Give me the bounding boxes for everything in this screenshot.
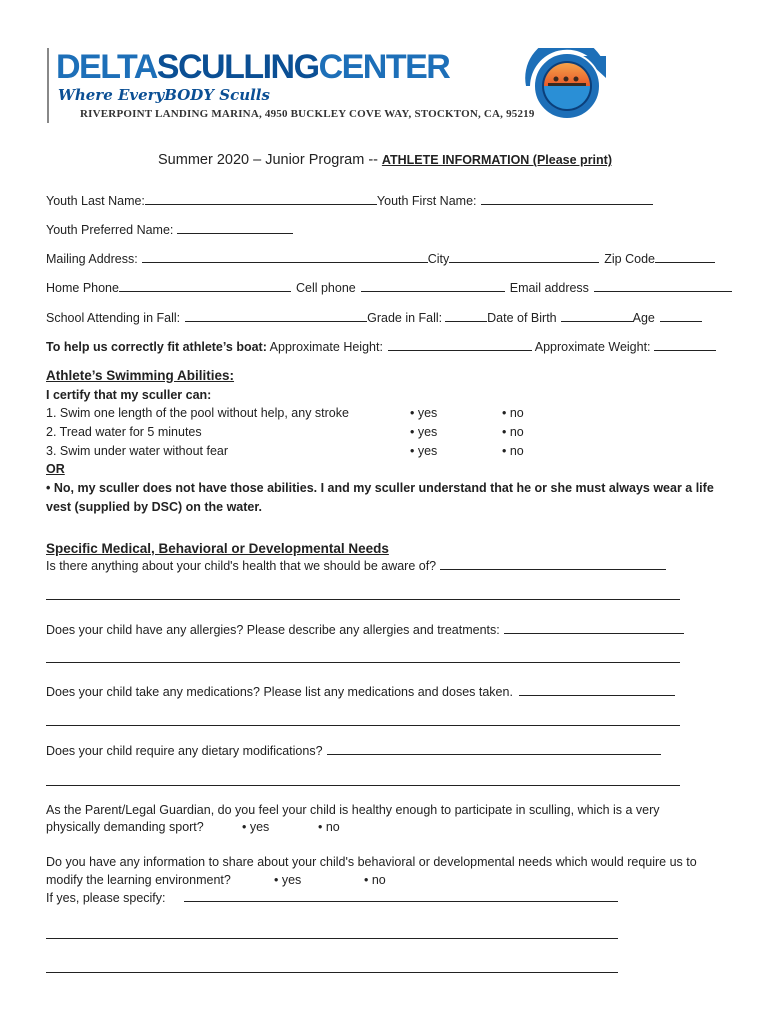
or-label: OR xyxy=(46,462,65,476)
allergies-question-row xyxy=(46,622,684,637)
city-input[interactable] xyxy=(449,251,599,263)
medical-heading: Specific Medical, Behavioral or Developmental Needs xyxy=(46,541,389,556)
dietary-question: Does your child require any dietary modifications? xyxy=(46,744,323,758)
brand-logo-text xyxy=(56,50,449,84)
title-main: Summer 2020 – Junior Program -- xyxy=(158,152,378,168)
cell-phone-label: Cell phone xyxy=(295,281,356,295)
behavior-question-cont: modify the learning environment? xyxy=(46,873,231,887)
title-subtitle: ATHLETE INFORMATION (Please print) xyxy=(381,153,612,167)
logo-divider xyxy=(47,48,49,123)
first-name-input[interactable] xyxy=(481,193,653,205)
email-input[interactable] xyxy=(594,280,732,292)
allergies-answer-line[interactable] xyxy=(46,662,680,663)
dietary-answer-line[interactable] xyxy=(46,785,680,786)
boat-fit-label: To help us correctly fit athlete’s boat: xyxy=(46,340,267,354)
swimming-heading: Athlete’s Swimming Abilities: xyxy=(46,368,235,383)
phone-row xyxy=(46,280,732,295)
boat-fit-row xyxy=(46,339,716,354)
medications-input[interactable] xyxy=(519,684,675,696)
health-question: Is there anything about your child's health that we should be aware of? xyxy=(46,559,437,573)
email-label: Email address xyxy=(509,281,589,295)
brand-part-sculling: SCULLING xyxy=(156,48,319,86)
medications-answer-line[interactable] xyxy=(46,725,680,726)
guardian-no-option[interactable]: • no xyxy=(318,820,340,834)
guardian-question-cont: physically demanding sport? xyxy=(46,820,204,834)
alt-option-line2: vest (supplied by DSC) on the water. xyxy=(46,500,263,514)
health-input[interactable] xyxy=(440,558,666,570)
health-answer-line[interactable] xyxy=(46,599,680,600)
preferred-name-input[interactable] xyxy=(177,222,293,234)
zip-label: Zip Code xyxy=(604,252,655,266)
if-yes-row xyxy=(46,890,618,905)
behavior-yes-option[interactable]: • yes xyxy=(274,873,302,887)
page-title xyxy=(0,151,770,168)
school-input[interactable] xyxy=(185,310,367,322)
mailing-address-label: Mailing Address: xyxy=(46,252,138,266)
last-name-input[interactable] xyxy=(145,193,377,205)
weight-label: Approximate Weight: xyxy=(534,340,651,354)
grade-input[interactable] xyxy=(445,310,487,322)
grade-label: Grade in Fall: xyxy=(367,311,443,325)
cell-phone-input[interactable] xyxy=(361,280,505,292)
rowing-boat-sunset-emblem-icon xyxy=(522,48,612,124)
certify-label: I certify that my sculler can: xyxy=(46,388,212,402)
dob-label: Date of Birth xyxy=(487,311,557,325)
first-name-label: Youth First Name: xyxy=(376,194,477,208)
home-phone-label: Home Phone xyxy=(46,281,119,295)
health-question-row xyxy=(46,558,666,573)
swim-2-yes-option[interactable]: • yes xyxy=(410,425,438,439)
address-row xyxy=(46,251,715,266)
school-label: School Attending in Fall: xyxy=(46,311,181,325)
age-input[interactable] xyxy=(660,310,702,322)
medications-question-row xyxy=(46,684,675,699)
guardian-yes-option[interactable]: • yes xyxy=(242,820,270,834)
preferred-name-row xyxy=(46,222,293,237)
dietary-question-row xyxy=(46,743,661,758)
medications-question: Does your child take any medications? Please list any medications and doses taken. xyxy=(46,685,513,699)
behavior-answer-line[interactable] xyxy=(46,938,618,939)
dietary-input[interactable] xyxy=(327,743,661,755)
preferred-name-label: Youth Preferred Name: xyxy=(46,223,174,237)
allergies-input[interactable] xyxy=(504,622,684,634)
tagline: Where EveryBODY Sculls xyxy=(58,86,270,104)
behavior-question: Do you have any information to share about your child's behavioral or developmental needs which would require us to xyxy=(46,855,697,869)
allergies-question: Does your child have any allergies? Please describe any allergies and treatments: xyxy=(46,623,500,637)
school-row xyxy=(46,310,702,325)
alt-option-line1[interactable]: • No, my sculler does not have those abilities. I and my sculler understand that he or she must always wear a life xyxy=(46,481,714,495)
address: RIVERPOINT LANDING MARINA, 4950 BUCKLEY COVE WAY, STOCKTON, CA, 95219 xyxy=(80,108,535,120)
zip-input[interactable] xyxy=(655,251,715,263)
swim-3-no-option[interactable]: • no xyxy=(502,444,524,458)
if-yes-label: If yes, please specify: xyxy=(46,891,166,905)
weight-input[interactable] xyxy=(654,339,716,351)
swim-item: 2. Tread water for 5 minutes xyxy=(46,425,202,439)
swim-item: 1. Swim one length of the pool without help, any stroke xyxy=(46,406,349,420)
guardian-question: As the Parent/Legal Guardian, do you feel your child is healthy enough to participate in sculling, which is a very xyxy=(46,803,660,817)
behavior-answer-line[interactable] xyxy=(46,972,618,973)
swim-1-yes-option[interactable]: • yes xyxy=(410,406,438,420)
if-yes-input[interactable] xyxy=(184,890,618,902)
age-label: Age xyxy=(632,311,655,325)
city-label: City xyxy=(427,252,450,266)
mailing-address-input[interactable] xyxy=(142,251,428,263)
name-row xyxy=(46,193,653,208)
dob-input[interactable] xyxy=(561,310,633,322)
brand-part-delta: DELTA xyxy=(56,48,157,86)
height-input[interactable] xyxy=(388,339,532,351)
brand-part-center: CENTER xyxy=(318,48,450,86)
behavior-no-option[interactable]: • no xyxy=(364,873,386,887)
swim-2-no-option[interactable]: • no xyxy=(502,425,524,439)
swim-1-no-option[interactable]: • no xyxy=(502,406,524,420)
swim-3-yes-option[interactable]: • yes xyxy=(410,444,438,458)
swim-item: 3. Swim under water without fear xyxy=(46,444,229,458)
home-phone-input[interactable] xyxy=(119,280,291,292)
last-name-label: Youth Last Name: xyxy=(46,194,145,208)
height-label: Approximate Height: xyxy=(269,340,383,354)
